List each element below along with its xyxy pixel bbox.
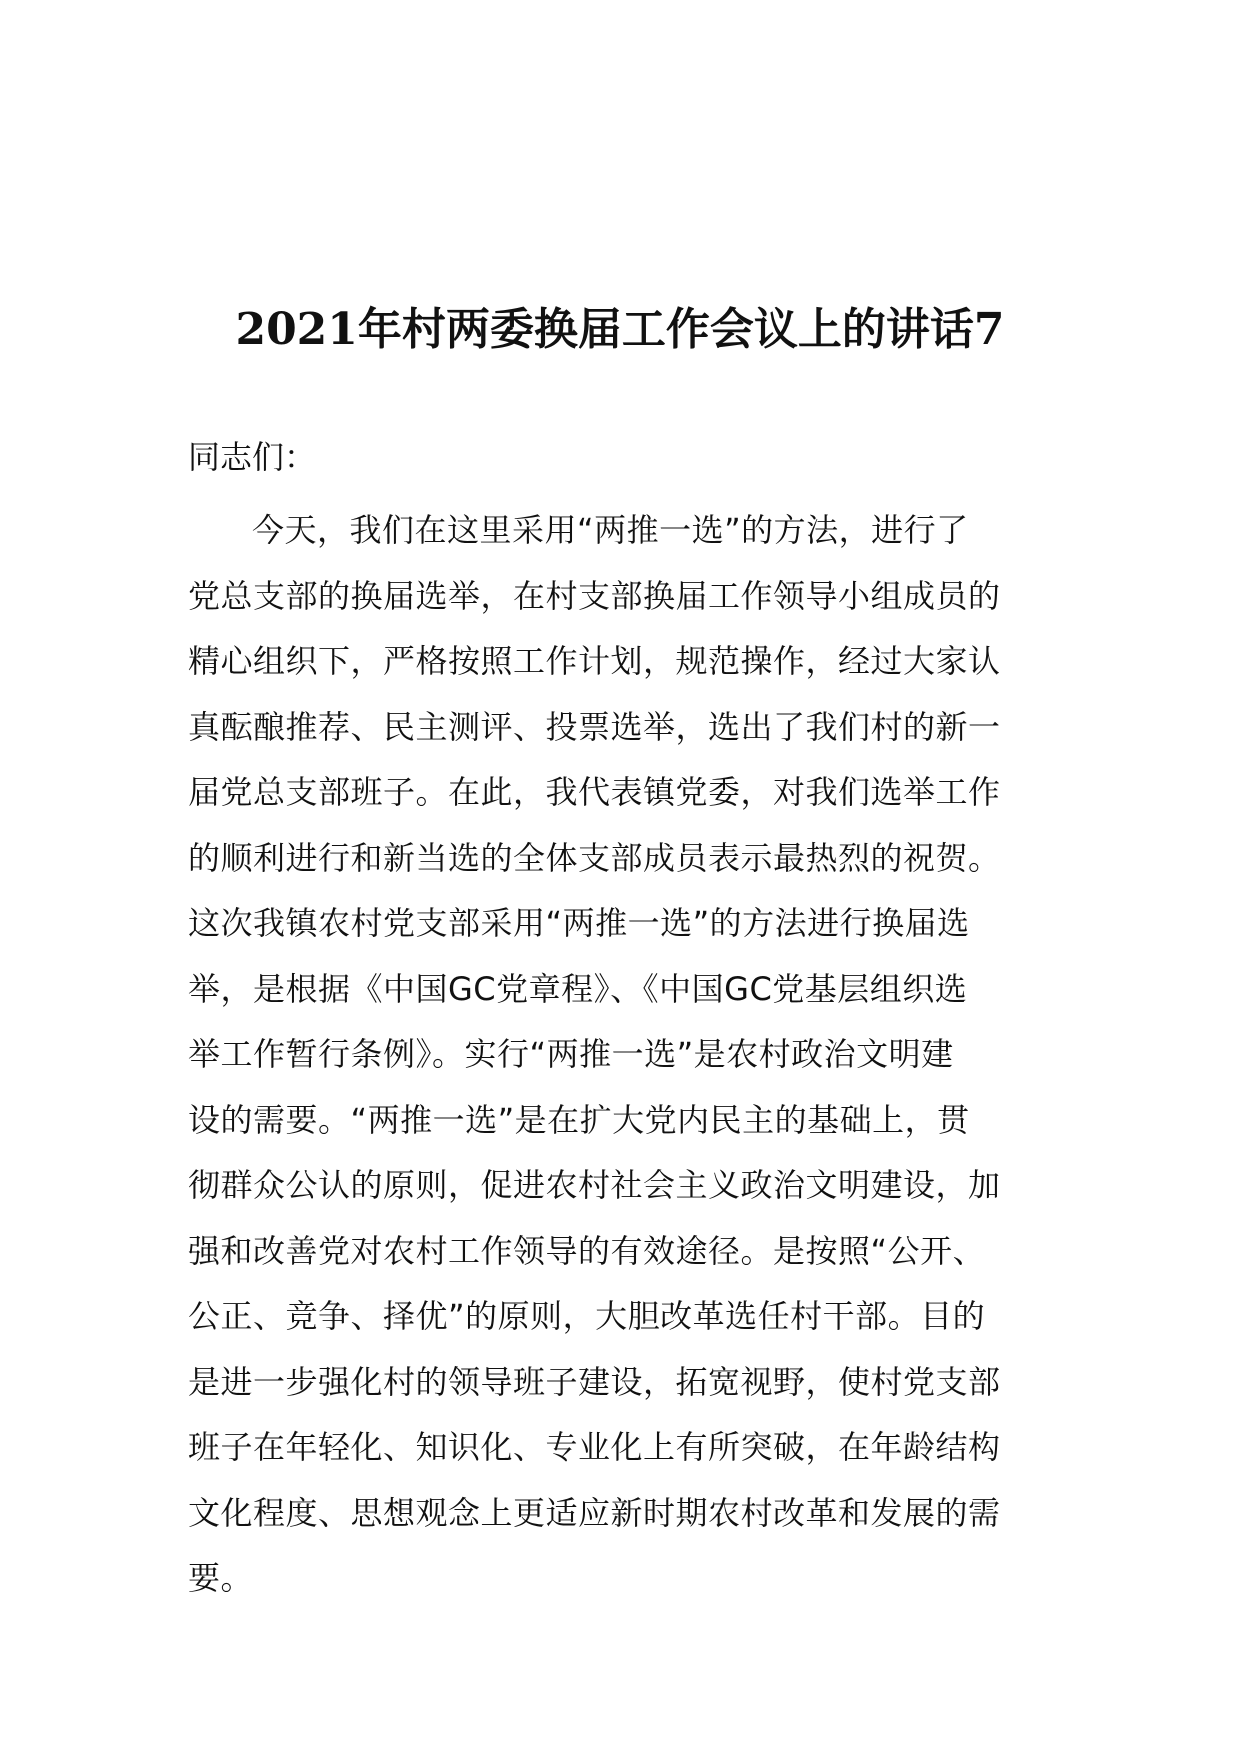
body-line: 精心组织下，严格按照工作计划，规范操作，经过大家认 xyxy=(188,642,1001,680)
body-line: 是进一步强化村的领导班子建设，拓宽视野，使村党支部 xyxy=(188,1362,1001,1401)
body-line: 这次我镇农村党支部采用“两推一选”的方法进行换届选 xyxy=(188,904,970,942)
body-line: 届党总支部班子。在此，我代表镇党委，对我们选举工作 xyxy=(188,773,1001,811)
body-text xyxy=(188,498,1068,1612)
body-line: 彻群众公认的原则，促进农村社会主义政治文明建设，加 xyxy=(188,1166,1001,1204)
body-line: 公正、竞争、择优”的原则，大胆改革选任村干部。目的 xyxy=(188,1297,986,1335)
body-line: 的顺利进行和新当选的全体支部成员表示最热烈的祝贺。 xyxy=(188,838,1001,877)
body-line: 强和改善党对农村工作领导的有效途径。是按照“公开、 xyxy=(188,1231,986,1270)
body-line: 举，是根据《中国GC党章程》、《中国GC党基层组织选 xyxy=(188,969,968,1008)
document-title: 2021年村两委换届工作会议上的讲话7 xyxy=(235,304,1005,355)
body-line: 真酝酿推荐、民主测评、投票选举，选出了我们村的新一 xyxy=(188,707,1001,746)
salutation: 同志们： xyxy=(188,438,317,476)
body-line: 党总支部的换届选举，在村支部换届工作领导小组成员的 xyxy=(188,576,1001,615)
body-line: 文化程度、思想观念上更适应新时期农村改革和发展的需 xyxy=(188,1493,1001,1532)
body-line: 要。 xyxy=(188,1559,254,1597)
body-line: 设的需要。“两推一选”是在扩大党内民主的基础上，贯 xyxy=(188,1100,970,1139)
body-line: 今天，我们在这里采用“两推一选”的方法，进行了 xyxy=(252,511,969,549)
body-line: 班子在年轻化、知识化、专业化上有所突破，在年龄结构 xyxy=(188,1428,1001,1466)
body-line: 举工作暂行条例》。实行“两推一选”是农村政治文明建 xyxy=(188,1035,954,1073)
